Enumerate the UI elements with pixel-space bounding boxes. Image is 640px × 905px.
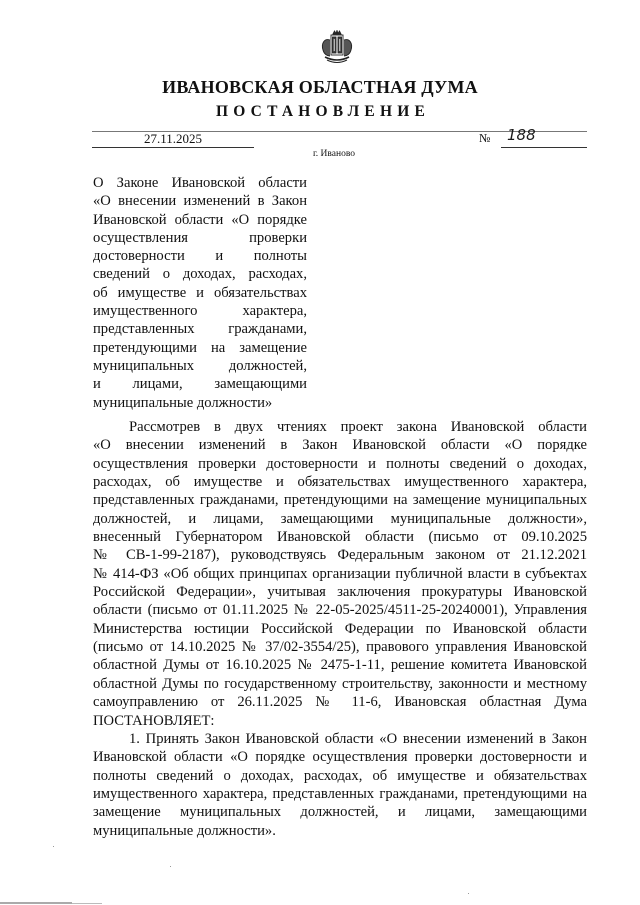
body-line: представленных гражданами, претендующими на замещение муниципальных — [93, 492, 587, 509]
subject-line: имущественного характера, — [93, 303, 307, 320]
body-line: 1. Принять Закон Ивановской области «О внесении изменений в Закон — [129, 730, 587, 747]
body-line: муниципальные должности». — [93, 822, 276, 839]
body-line: областной Думы от 16.10.2025 № 2475-1-11, решение комитета Ивановской — [93, 657, 587, 674]
document-date: 27.11.2025 — [92, 130, 254, 148]
document-body — [93, 418, 587, 840]
subject-line: сведений о доходах, расходах, — [93, 266, 307, 283]
body-line: № СВ-1-99-2187), руководствуясь Федеральным законом от 21.12.2021 — [93, 547, 587, 564]
body-line: должностей, и лицами, замещающими муниципальные должности», — [93, 510, 587, 527]
body-line: имущественного характера, представленных гражданами, претендующими на — [93, 785, 587, 802]
number-sign: № — [479, 131, 491, 145]
subject-line: муниципальных должностей, — [93, 357, 307, 374]
scan-artifact-bar — [72, 903, 102, 904]
subject-line: и лицами, замещающими — [93, 376, 307, 393]
body-line: полноты сведений о доходах, расходах, об имуществе и обязательствах — [93, 767, 587, 784]
preamble-paragraph — [93, 418, 587, 730]
subject-line: Ивановской области «О порядке — [93, 211, 307, 228]
body-line: областной Думы по государственному строительству, законности и местному — [93, 675, 587, 692]
scan-speck — [170, 866, 171, 867]
coat-of-arms-icon — [318, 30, 356, 66]
subject-line: муниципальные должности» — [93, 394, 273, 411]
document-subject — [93, 174, 307, 412]
document-type-heading: ПОСТАНОВЛЕНИЕ — [215, 103, 431, 120]
subject-line: претендующими на замещение — [93, 339, 307, 356]
body-line: (письмо от 14.10.2025 № 37/02-3554/25), правового управления Ивановской — [93, 639, 587, 656]
document-number: 188 — [507, 126, 536, 144]
subject-line: осуществления проверки — [93, 229, 307, 246]
subject-line: представленных гражданами, — [93, 321, 307, 338]
subject-line: достоверности и полноты — [93, 248, 307, 265]
body-line: замещение муниципальных должностей, и лицами, замещающими — [93, 804, 587, 821]
body-line: Ивановской области «О порядке осуществления проверки достоверности и — [93, 749, 587, 766]
body-line: Министерства юстиции Российской Федерации по Ивановской области — [93, 620, 587, 637]
subject-line: «О внесении изменений в Закон — [93, 193, 307, 210]
body-line: внесенный Губернатором Ивановской области (письмо от 09.10.2025 — [93, 529, 587, 546]
body-line: области (письмо от 01.11.2025 № 22-05-2025/4511-25-20240001), Управления — [93, 602, 587, 619]
subject-line: об имуществе и обязательствах — [93, 284, 307, 301]
body-line: расходах, об имуществе и обязательствах имущественного характера, — [93, 474, 587, 491]
body-line: осуществления проверки достоверности и полноты сведений о доходах, — [93, 455, 587, 472]
item-1-paragraph — [93, 730, 587, 840]
body-line: Российской Федерации», учитывая заключения прокуратуры Ивановской — [93, 584, 587, 601]
scan-speck — [468, 893, 469, 894]
document-number-block — [479, 126, 587, 147]
scan-artifact-bar — [0, 902, 72, 904]
body-line: самоуправлению от 26.11.2025 № 11-6, Ивановская областная Дума — [93, 694, 587, 711]
scan-speck — [53, 846, 54, 847]
city-label: г. Иваново — [312, 149, 356, 159]
organization-title: ИВАНОВСКАЯ ОБЛАСТНАЯ ДУМА — [162, 77, 478, 97]
resolves-keyword: ПОСТАНОВЛЯЕТ: — [93, 712, 215, 729]
body-line: Рассмотрев в двух чтениях проект закона Ивановской области — [129, 419, 587, 435]
body-line: № 414-ФЗ «Об общих принципах организации публичной власти в субъектах — [93, 565, 587, 582]
body-line: «О внесении изменений в Закон Ивановской области «О порядке — [93, 437, 587, 454]
subject-line: О Законе Ивановской области — [93, 175, 307, 191]
